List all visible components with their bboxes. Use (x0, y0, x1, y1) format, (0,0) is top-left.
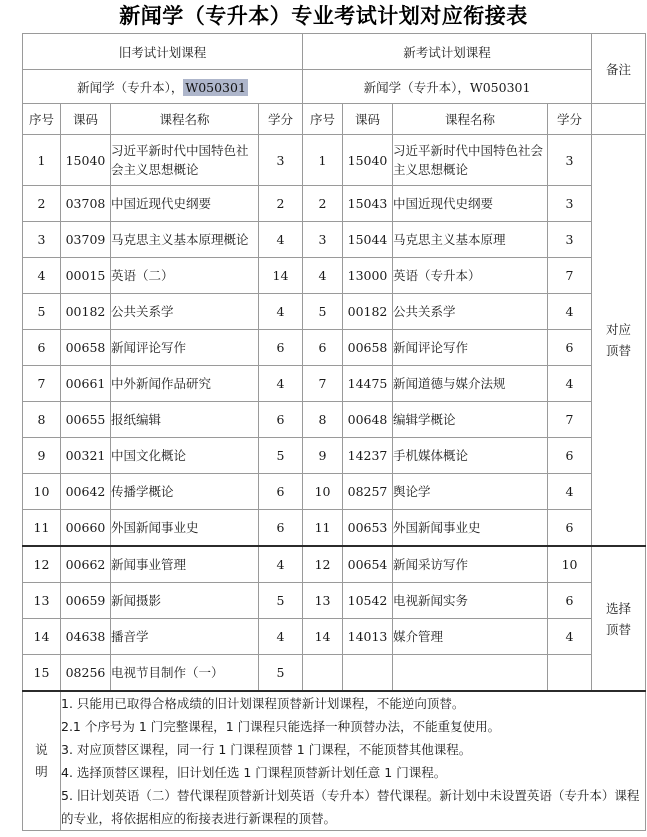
note-item: 5. 旧计划英语（二）替代课程顶替新计划英语（专升本）替代课程。新计划中未设置英语（专升本）课程的专业，将依据相应的衔接表进行新课程的顶替。 (61, 788, 640, 826)
cell-old-no: 2 (23, 186, 61, 222)
new-plan-major-cell: 新闻学（专升本），W050301 (303, 70, 592, 104)
cell-old-code: 00182 (61, 294, 111, 330)
cell-old-no: 14 (23, 619, 61, 655)
cell-old-credit: 14 (259, 258, 303, 294)
cell-old-code: 08256 (61, 655, 111, 692)
cell-old-no: 8 (23, 402, 61, 438)
cell-new-no: 14 (303, 619, 343, 655)
remark-corresponding (592, 135, 646, 547)
remark-optional-line2: 顶替 (606, 621, 632, 637)
cell-new-credit: 6 (548, 438, 592, 474)
cell-new-credit: 6 (548, 330, 592, 366)
page-title: 新闻学（专升本）专业考试计划对应衔接表 (119, 3, 528, 28)
cell-old-name: 电视节目制作（一） (111, 655, 259, 692)
cell-new-credit: 6 (548, 583, 592, 619)
note-item: 4. 选择顶替区课程，旧计划任选 1 门课程顶替新计划任意 1 门课程。 (61, 765, 447, 780)
table-plan-row (23, 70, 646, 104)
col-header-new-no: 序号 (303, 104, 343, 135)
remark-corresponding-line2: 顶替 (606, 343, 632, 358)
cell-old-no: 7 (23, 366, 61, 402)
cell-old-credit: 6 (259, 330, 303, 366)
col-header-old-name: 课程名称 (111, 104, 259, 135)
cell-new-no: 9 (303, 438, 343, 474)
cell-old-no: 4 (23, 258, 61, 294)
cell-new-code: 00658 (343, 330, 393, 366)
col-header-old-no: 序号 (23, 104, 61, 135)
note-item: 3. 对应顶替区课程，同一行 1 门课程顶替 1 门课程，不能顶替其他课程。 (61, 742, 472, 757)
cell-old-no: 11 (23, 510, 61, 547)
table-row (23, 402, 646, 438)
cell-old-no: 10 (23, 474, 61, 510)
cell-new-code: 13000 (343, 258, 393, 294)
cell-old-name: 传播学概论 (111, 474, 259, 510)
col-header-new-credit: 学分 (548, 104, 592, 135)
old-plan-major-name: 新闻学（专升本）， (77, 79, 184, 95)
cell-new-code: 14013 (343, 619, 393, 655)
cell-old-credit: 5 (259, 438, 303, 474)
cell-new-no: 1 (303, 135, 343, 186)
cell-new-credit: 4 (548, 294, 592, 330)
cell-new-no: 6 (303, 330, 343, 366)
table-row (23, 258, 646, 294)
cell-old-credit: 3 (259, 135, 303, 186)
cell-old-code: 00662 (61, 546, 111, 583)
cell-new-credit: 4 (548, 619, 592, 655)
cell-old-no: 12 (23, 546, 61, 583)
cell-new-credit: 10 (548, 546, 592, 583)
table-column-header-row (23, 104, 646, 135)
cell-old-code: 00661 (61, 366, 111, 402)
cell-old-name: 中国近现代史纲要 (111, 186, 259, 222)
remark-optional-line1: 选择 (606, 600, 632, 616)
cell-old-code: 03709 (61, 222, 111, 258)
col-header-old-code: 课码 (61, 104, 111, 135)
col-header-new-name: 课程名称 (393, 104, 548, 135)
cell-old-no: 9 (23, 438, 61, 474)
cell-old-code: 00321 (61, 438, 111, 474)
cell-new-name: 公共关系学 (393, 294, 548, 330)
cell-old-name: 播音学 (111, 619, 259, 655)
cell-new-code: 14475 (343, 366, 393, 402)
cell-new-credit: 6 (548, 510, 592, 547)
cell-old-credit: 4 (259, 619, 303, 655)
cell-new-no: 13 (303, 583, 343, 619)
note-item: 1. 只能用已取得合格成绩的旧计划课程顶替新计划课程，不能逆向顶替。 (61, 696, 465, 711)
table-group-header-row (23, 34, 646, 70)
cell-old-name: 公共关系学 (111, 294, 259, 330)
cell-new-name: 英语（专升本） (393, 258, 548, 294)
cell-old-name: 新闻摄影 (111, 583, 259, 619)
cell-old-credit: 6 (259, 474, 303, 510)
cell-new-name: 电视新闻实务 (393, 583, 548, 619)
cell-new-code (343, 655, 393, 692)
table-row (23, 366, 646, 402)
cell-new-code: 10542 (343, 583, 393, 619)
notes-label-line1: 说 (35, 742, 48, 757)
table-row (23, 510, 646, 547)
table-row (23, 222, 646, 258)
cell-old-code: 00642 (61, 474, 111, 510)
cell-old-name: 报纸编辑 (111, 402, 259, 438)
cell-new-credit: 7 (548, 258, 592, 294)
cell-new-name: 舆论学 (393, 474, 548, 510)
cell-new-name: 外国新闻事业史 (393, 510, 548, 547)
notes-label (23, 691, 61, 831)
cell-old-credit: 2 (259, 186, 303, 222)
cell-old-no: 1 (23, 135, 61, 186)
cell-old-code: 00655 (61, 402, 111, 438)
cell-new-code: 00182 (343, 294, 393, 330)
cell-old-code: 03708 (61, 186, 111, 222)
cell-new-name: 编辑学概论 (393, 402, 548, 438)
articulation-table-container (22, 33, 640, 831)
cell-new-name (393, 655, 548, 692)
articulation-table (22, 33, 646, 831)
old-plan-major-cell (23, 70, 303, 104)
cell-old-name: 习近平新时代中国特色社会主义思想概论 (111, 135, 259, 186)
cell-new-name: 新闻道德与媒介法规 (393, 366, 548, 402)
cell-old-code: 00659 (61, 583, 111, 619)
cell-old-credit: 5 (259, 583, 303, 619)
cell-old-no: 5 (23, 294, 61, 330)
cell-new-credit (548, 655, 592, 692)
cell-new-name: 新闻评论写作 (393, 330, 548, 366)
cell-new-code: 00648 (343, 402, 393, 438)
notes-label-line2: 明 (35, 764, 48, 779)
cell-new-code: 00653 (343, 510, 393, 547)
table-row (23, 583, 646, 619)
cell-old-name: 马克思主义基本原理概论 (111, 222, 259, 258)
cell-new-name: 马克思主义基本原理 (393, 222, 548, 258)
cell-new-credit: 4 (548, 474, 592, 510)
table-row (23, 294, 646, 330)
old-plan-group-header: 旧考试计划课程 (23, 34, 303, 70)
cell-old-name: 英语（二） (111, 258, 259, 294)
cell-old-name: 新闻事业管理 (111, 546, 259, 583)
cell-old-code: 00658 (61, 330, 111, 366)
new-plan-group-header: 新考试计划课程 (303, 34, 592, 70)
col-header-new-code: 课码 (343, 104, 393, 135)
cell-old-name: 新闻评论写作 (111, 330, 259, 366)
cell-new-name: 新闻采访写作 (393, 546, 548, 583)
cell-old-code: 00660 (61, 510, 111, 547)
cell-old-no: 3 (23, 222, 61, 258)
cell-new-credit: 4 (548, 366, 592, 402)
cell-new-credit: 3 (548, 135, 592, 186)
note-item: 2.1 个序号为 1 门完整课程，1 门课程只能选择一种顶替办法，不能重复使用。 (61, 719, 501, 734)
remark-optional (592, 546, 646, 691)
cell-new-credit: 3 (548, 186, 592, 222)
cell-new-name: 中国近现代史纲要 (393, 186, 548, 222)
cell-new-no: 3 (303, 222, 343, 258)
cell-old-credit: 6 (259, 510, 303, 547)
table-row (23, 619, 646, 655)
cell-old-credit: 4 (259, 366, 303, 402)
cell-new-no: 12 (303, 546, 343, 583)
table-row (23, 135, 646, 186)
remark-column-header: 备注 (592, 34, 646, 104)
cell-old-credit: 6 (259, 402, 303, 438)
cell-new-no: 4 (303, 258, 343, 294)
cell-old-code: 15040 (61, 135, 111, 186)
cell-new-no: 10 (303, 474, 343, 510)
cell-new-no: 2 (303, 186, 343, 222)
cell-new-code: 14237 (343, 438, 393, 474)
remark-corresponding-line1: 对应 (606, 322, 632, 337)
cell-new-no: 7 (303, 366, 343, 402)
notes-body (61, 691, 646, 831)
col-header-remark-spacer (592, 104, 646, 135)
table-row (23, 186, 646, 222)
cell-new-credit: 7 (548, 402, 592, 438)
table-row (23, 438, 646, 474)
cell-old-name: 外国新闻事业史 (111, 510, 259, 547)
cell-old-credit: 4 (259, 222, 303, 258)
cell-old-no: 15 (23, 655, 61, 692)
cell-new-name: 手机媒体概论 (393, 438, 548, 474)
cell-old-credit: 4 (259, 294, 303, 330)
cell-old-credit: 4 (259, 546, 303, 583)
cell-old-name: 中外新闻作品研究 (111, 366, 259, 402)
table-row (23, 330, 646, 366)
cell-new-name: 习近平新时代中国特色社会主义思想概论 (393, 135, 548, 186)
cell-old-no: 6 (23, 330, 61, 366)
cell-old-name: 中国文化概论 (111, 438, 259, 474)
cell-new-code: 15044 (343, 222, 393, 258)
table-row (23, 474, 646, 510)
old-plan-code-highlighted: W050301 (185, 79, 246, 95)
cell-new-code: 00654 (343, 546, 393, 583)
cell-new-code: 15040 (343, 135, 393, 186)
cell-old-no: 13 (23, 583, 61, 619)
cell-new-code: 08257 (343, 474, 393, 510)
cell-new-no (303, 655, 343, 692)
cell-new-no: 11 (303, 510, 343, 547)
cell-new-name: 媒介管理 (393, 619, 548, 655)
cell-new-no: 5 (303, 294, 343, 330)
cell-new-no: 8 (303, 402, 343, 438)
notes-row (23, 691, 646, 831)
cell-new-code: 15043 (343, 186, 393, 222)
cell-new-credit: 3 (548, 222, 592, 258)
table-row (23, 546, 646, 583)
table-row (23, 655, 646, 692)
cell-old-credit: 5 (259, 655, 303, 692)
cell-old-code: 04638 (61, 619, 111, 655)
col-header-old-credit: 学分 (259, 104, 303, 135)
cell-old-code: 00015 (61, 258, 111, 294)
